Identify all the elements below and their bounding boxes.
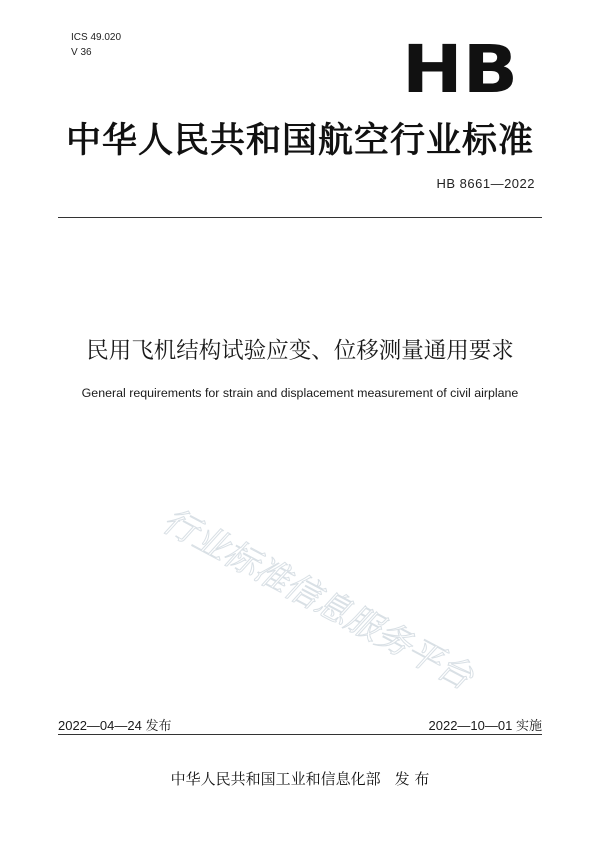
implementation-date: 2022—10—01 <box>428 718 513 733</box>
publisher-action: 发 布 <box>394 770 430 788</box>
issue-date: 2022—04—24 <box>58 718 142 733</box>
issue-label: 发布 <box>145 719 172 734</box>
classification-codes <box>71 30 121 60</box>
hb-logo-text: HB <box>402 40 518 96</box>
publisher-name: 中华人民共和国工业和信息化部 <box>170 770 381 788</box>
document-title-en: General requirements for strain and displacement measurement of civil airplane <box>81 386 519 400</box>
ccs-code: V 36 <box>71 47 92 58</box>
publisher-line <box>0 768 600 789</box>
top-divider <box>58 217 542 218</box>
implementation-date-line <box>429 715 542 734</box>
hb-logo <box>401 40 519 96</box>
issue-date-line <box>58 715 171 734</box>
standard-number: HB 8661—2022 <box>436 176 535 191</box>
watermark-text: 行业标准信息服务平台 <box>155 500 475 696</box>
standard-category-title: 中华人民共和国航空行业标准 <box>65 121 534 161</box>
bottom-divider <box>58 734 542 735</box>
ics-code: ICS 49.020 <box>71 32 122 43</box>
document-title-zh: 民用飞机结构试验应变、位移测量通用要求 <box>86 338 514 364</box>
implementation-label: 实施 <box>515 719 542 734</box>
